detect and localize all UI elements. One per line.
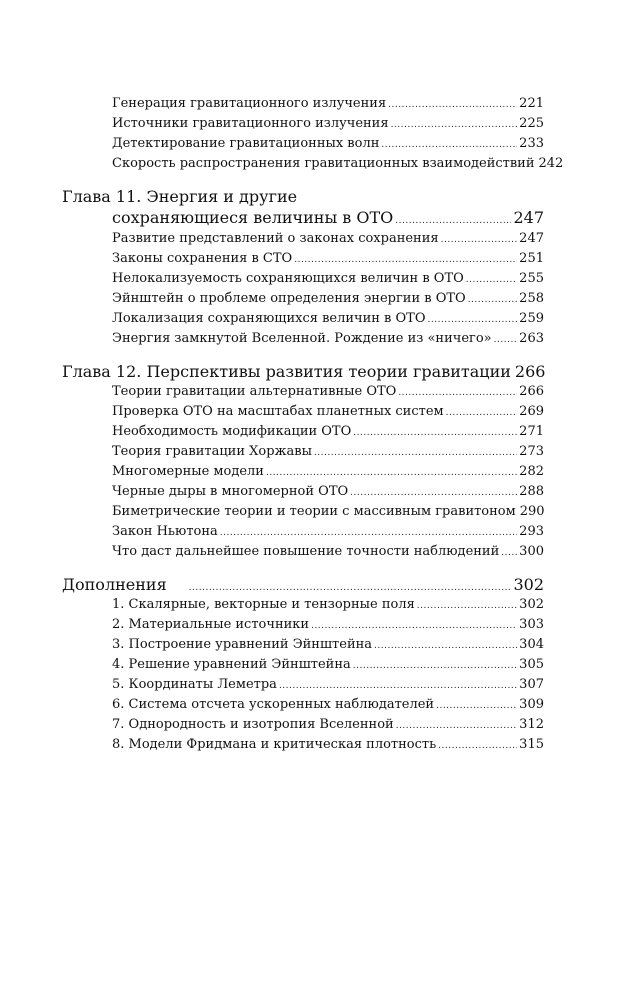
dot-leader — [396, 716, 517, 736]
toc-entry-title: Необходимость модификации ОТО — [112, 424, 352, 439]
chapter-heading — [112, 207, 544, 229]
dot-leader — [398, 383, 517, 403]
toc-entry — [112, 442, 544, 462]
toc-entry-title: 3. Построение уравнений Эйнштейна — [112, 637, 373, 652]
dot-leader — [466, 270, 517, 290]
toc-entry-page: 251 — [519, 251, 544, 266]
toc-entry-page: 255 — [519, 271, 544, 286]
dot-leader — [353, 656, 517, 676]
toc-entry-title: Законы сохранения в СТО — [112, 251, 293, 266]
toc-entry — [112, 462, 544, 482]
toc-entry — [112, 402, 544, 422]
toc-entry-title: 8. Модели Фридмана и критическая плотность — [112, 737, 437, 752]
chapter-heading — [62, 187, 544, 207]
toc-entry-page: 233 — [519, 136, 544, 151]
toc-entry-page: 247 — [519, 231, 544, 246]
toc-entry-page: 305 — [519, 657, 544, 672]
dot-leader — [494, 330, 518, 350]
chapter-title: Глава 12. Перспективы развития теории гравитации — [62, 362, 511, 381]
toc-entry-title: Теория гравитации Хоржавы — [112, 444, 312, 459]
toc-entry-page: 307 — [519, 677, 544, 692]
toc-entry-page: 266 — [519, 384, 544, 399]
toc-entry-title: Источники гравитационного излучения — [112, 116, 389, 131]
toc-entry-title: Эйнштейн о проблеме определения энергии в ОТО — [112, 291, 466, 306]
toc-entry — [112, 655, 544, 675]
toc-entry-title: Генерация гравитационного излучения — [112, 96, 387, 111]
toc-entry-title: Теории гравитации альтернативные ОТО — [112, 384, 397, 399]
toc-entry — [112, 229, 544, 249]
toc-entry-page: 312 — [519, 717, 544, 732]
toc-entry — [112, 735, 544, 755]
dot-leader — [428, 310, 518, 330]
toc-entry-page: 300 — [519, 544, 544, 559]
toc-entry-title: Многомерные модели — [112, 464, 264, 479]
toc-entry — [112, 269, 544, 289]
dot-leader — [388, 95, 517, 115]
toc-entry-page: 258 — [519, 291, 544, 306]
toc-entry-title: Детектирование гравитационных волн — [112, 136, 380, 151]
toc-entry — [112, 114, 544, 134]
toc-entry-title: 4. Решение уравнений Эйнштейна — [112, 657, 351, 672]
dot-leader — [374, 636, 517, 656]
toc-entry — [112, 94, 544, 114]
chapter-heading — [62, 362, 544, 382]
toc-entry-title: 7. Однородность и изотропия Вселенной — [112, 717, 394, 732]
toc-entry-page: 271 — [519, 424, 544, 439]
toc-entry-title: Что даст дальнейшее повышение точности наблюдений — [112, 544, 500, 559]
toc-entry-page: 242 — [538, 156, 564, 171]
toc-entry-title: Закон Ньютона — [112, 524, 218, 539]
toc-entry — [112, 675, 544, 695]
toc-entry-title: Нелокализуемость сохраняющихся величин в ОТО — [112, 271, 464, 286]
toc-entry-title: Развитие представлений о законах сохранения — [112, 231, 439, 246]
toc-entry-page: 225 — [519, 116, 544, 131]
chapter-page: 247 — [513, 208, 544, 227]
appendix-title: Дополнения — [62, 575, 167, 594]
toc-entry-title: 2. Материальные источники — [112, 617, 310, 632]
dot-leader — [294, 250, 517, 270]
dot-leader — [314, 443, 517, 463]
dot-leader — [266, 463, 517, 483]
toc-entry — [112, 249, 544, 269]
dot-leader — [279, 676, 517, 696]
dot-leader — [436, 696, 517, 716]
toc-entry-title: Энергия замкнутой Вселенной. Рождение из «ничего» — [112, 331, 492, 346]
toc-entry-page: 221 — [519, 96, 544, 111]
toc-entry-page: 288 — [519, 484, 544, 499]
dot-leader — [446, 403, 518, 423]
toc-entry — [112, 615, 544, 635]
toc-entry-page: 290 — [519, 504, 545, 519]
toc-entry — [112, 154, 564, 174]
toc-entry — [112, 382, 544, 402]
toc-entry-page: 259 — [519, 311, 544, 326]
toc-entry — [112, 289, 544, 309]
toc-entry-title: Локализация сохраняющихся величин в ОТО — [112, 311, 426, 326]
chapter-title-line1: Глава 11. Энергия и другие — [62, 187, 298, 206]
toc-entry-title: Скорость распространения гравитационных взаимодействий — [112, 156, 535, 171]
toc-entry-page: 315 — [519, 737, 544, 752]
toc-entry — [112, 715, 544, 735]
dot-leader — [441, 230, 518, 250]
toc-entry-page: 309 — [519, 697, 544, 712]
toc-entry — [112, 502, 544, 522]
toc-entry-title: Черные дыры в многомерной ОТО — [112, 484, 349, 499]
toc-entry — [112, 329, 544, 349]
dot-leader — [381, 135, 517, 155]
toc-entry — [112, 522, 544, 542]
toc-entry — [112, 482, 544, 502]
dot-leader — [501, 543, 517, 563]
toc-entry — [112, 542, 544, 562]
toc-entry — [112, 695, 544, 715]
toc-entry — [112, 422, 544, 442]
dot-leader — [311, 616, 517, 636]
toc-entry-page: 273 — [519, 444, 544, 459]
toc-entry-page: 304 — [519, 637, 544, 652]
toc-entry-page: 303 — [519, 617, 544, 632]
toc-entry-title: 1. Скалярные, векторные и тензорные поля — [112, 597, 415, 612]
dot-leader — [353, 423, 517, 443]
toc-entry — [112, 134, 544, 154]
dot-leader — [350, 483, 517, 503]
dot-leader — [220, 523, 517, 543]
toc-entry-title: Биметрические теории и теории с массивным гравитоном — [112, 504, 516, 519]
dot-leader — [417, 596, 517, 616]
dot-leader — [468, 290, 517, 310]
table-of-contents — [62, 94, 564, 755]
chapter-title-line2: сохраняющиеся величины в ОТО — [112, 208, 394, 227]
toc-entry-page: 282 — [519, 464, 544, 479]
toc-entry-page: 302 — [519, 597, 544, 612]
dot-leader — [391, 115, 518, 135]
toc-entry-page: 263 — [519, 331, 544, 346]
dot-leader — [438, 736, 517, 756]
chapter-page: 266 — [514, 362, 546, 381]
toc-entry-page: 293 — [519, 524, 544, 539]
toc-entry — [112, 309, 544, 329]
appendix-heading — [62, 575, 544, 595]
toc-entry — [112, 595, 544, 615]
toc-entry — [112, 635, 544, 655]
toc-entry-title: 5. Координаты Леметра — [112, 677, 277, 692]
toc-entry-title: Проверка ОТО на масштабах планетных систем — [112, 404, 444, 419]
toc-entry-page: 269 — [519, 404, 544, 419]
toc-entry-title: 6. Система отсчета ускоренных наблюдателей — [112, 697, 435, 712]
appendix-page: 302 — [513, 575, 544, 594]
